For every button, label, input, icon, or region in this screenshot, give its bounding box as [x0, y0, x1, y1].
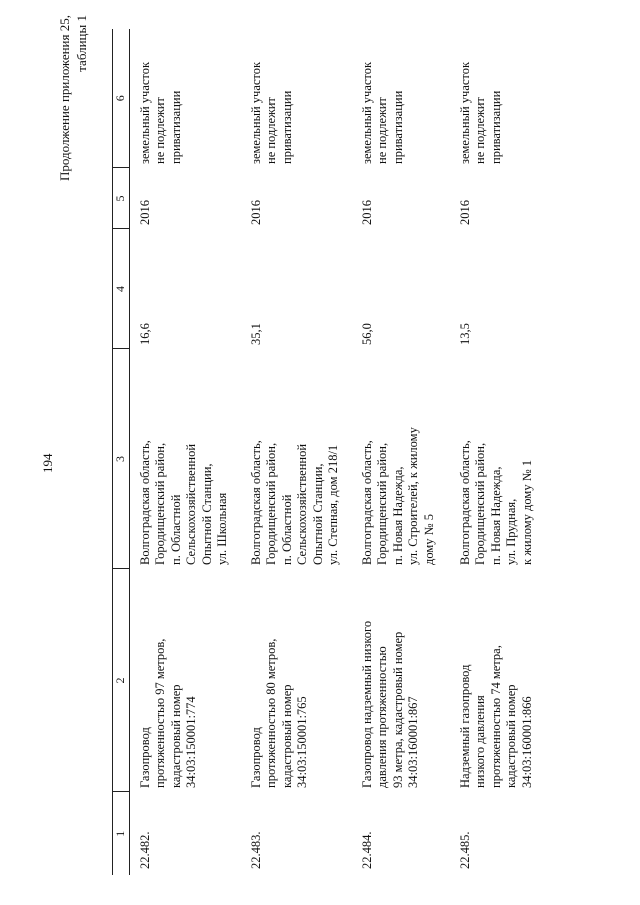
address-cell: [352, 349, 450, 569]
note-cell: [450, 29, 568, 168]
row-number: 22.484.: [359, 831, 374, 869]
address-line: Волгоградская область,: [137, 440, 152, 565]
address-line: Опытной Станции,: [310, 463, 325, 565]
address-line: п. Новая Надежда,: [390, 466, 405, 565]
object-name-line: кадастровый номер: [504, 684, 518, 788]
address-line: Волгоградская область,: [248, 440, 263, 565]
note-line: не подлежит: [375, 97, 389, 164]
row-number: 22.483.: [248, 831, 263, 869]
note-line: приватизации: [488, 90, 503, 164]
object-name-cell: [129, 569, 241, 792]
column-number-3: 3: [113, 349, 130, 569]
area-cell: 13,5: [457, 323, 472, 345]
address-line: Городищенский район,: [264, 442, 278, 565]
object-name-line: кадастровый номер: [168, 684, 183, 788]
object-name-line: протяженностью 80 метров,: [264, 638, 278, 788]
column-number-2: 2: [113, 569, 130, 792]
address-line: ул. Прудная,: [504, 498, 518, 565]
address-line: ул. Строителей, к жилому: [406, 427, 420, 565]
page-number: 194: [40, 453, 55, 473]
object-name-line: 34:03:160001:866: [519, 696, 534, 788]
address-line: Опытной Станции,: [199, 463, 214, 565]
address-line: Сельскохозяйственной: [295, 443, 309, 565]
column-number-row: [113, 29, 130, 875]
object-name-line: кадастровый номер: [279, 684, 294, 788]
table-row: [352, 29, 450, 875]
caption-line-1: Продолжение приложения 25,: [57, 15, 72, 182]
table-row: [241, 29, 352, 875]
object-name-line: Газопровод: [248, 727, 263, 788]
address-line: Городищенский район,: [375, 442, 389, 565]
object-name-line: протяженностью 74 метра,: [488, 645, 503, 788]
object-name-line: низкого давления: [473, 695, 487, 788]
caption-line-2: таблицы 1: [74, 15, 89, 72]
address-line: Городищенский район,: [473, 442, 487, 565]
note-line: приватизации: [390, 90, 405, 164]
note-line: земельный участок: [359, 61, 374, 164]
area-cell: 35,1: [248, 323, 263, 345]
area-cell: 56,0: [359, 323, 374, 345]
object-name-cell: [450, 569, 568, 792]
note-cell: [352, 29, 450, 168]
object-name-line: давления протяженностью: [375, 646, 389, 788]
object-name-line: Надземный газопровод: [457, 664, 472, 788]
year-cell: 2016: [359, 200, 374, 225]
column-number-5: 5: [113, 168, 130, 229]
row-number: 22.482.: [137, 831, 152, 869]
year-cell: 2016: [248, 200, 263, 225]
address-line: Волгоградская область,: [359, 440, 374, 565]
object-name-line: 34:03:150001:765: [295, 696, 309, 788]
note-cell: [241, 29, 352, 168]
object-name-line: 34:03:150001:774: [184, 696, 198, 788]
note-line: приватизации: [168, 90, 183, 164]
address-cell: [129, 349, 241, 569]
property-table: [112, 29, 568, 875]
object-name-line: 93 метра, кадастровый номер: [390, 631, 405, 788]
address-line: Сельскохозяйственной: [184, 443, 198, 565]
note-line: не подлежит: [264, 97, 278, 164]
address-line: к жилому дому № 1: [519, 459, 534, 565]
object-name-line: 34:03:160001:867: [406, 696, 420, 788]
note-line: земельный участок: [457, 61, 472, 164]
note-line: не подлежит: [473, 97, 487, 164]
row-number: 22.485.: [457, 831, 472, 869]
year-cell: 2016: [457, 200, 472, 225]
area-cell: 16,6: [137, 323, 152, 345]
year-cell: 2016: [137, 200, 152, 225]
object-name-line: Газопровод: [137, 727, 152, 788]
address-line: ул. Степная, дом 218/1: [326, 444, 340, 565]
note-line: не подлежит: [153, 97, 167, 164]
address-line: дому № 5: [421, 514, 436, 565]
table-caption: [56, 15, 90, 265]
address-line: ул. Школьная: [215, 492, 229, 565]
address-cell: [241, 349, 352, 569]
table-row: [450, 29, 568, 875]
address-line: п. Областной: [279, 494, 294, 565]
note-line: земельный участок: [137, 61, 152, 164]
address-line: п. Областной: [168, 494, 183, 565]
object-name-cell: [241, 569, 352, 792]
column-number-6: 6: [113, 29, 130, 168]
table-header: [113, 29, 130, 875]
note-line: приватизации: [279, 90, 294, 164]
note-cell: [129, 29, 241, 168]
column-number-1: 1: [113, 792, 130, 875]
object-name-cell: [352, 569, 450, 792]
table-row: [129, 29, 241, 875]
address-line: Городищенский район,: [153, 442, 167, 565]
object-name-line: Газопровод надземный низкого: [359, 620, 374, 788]
address-cell: [450, 349, 568, 569]
address-line: Волгоградская область,: [457, 440, 472, 565]
object-name-line: протяженностью 97 метров,: [153, 638, 167, 788]
address-line: п. Новая Надежда,: [488, 466, 503, 565]
column-number-4: 4: [113, 229, 130, 349]
note-line: земельный участок: [248, 61, 263, 164]
